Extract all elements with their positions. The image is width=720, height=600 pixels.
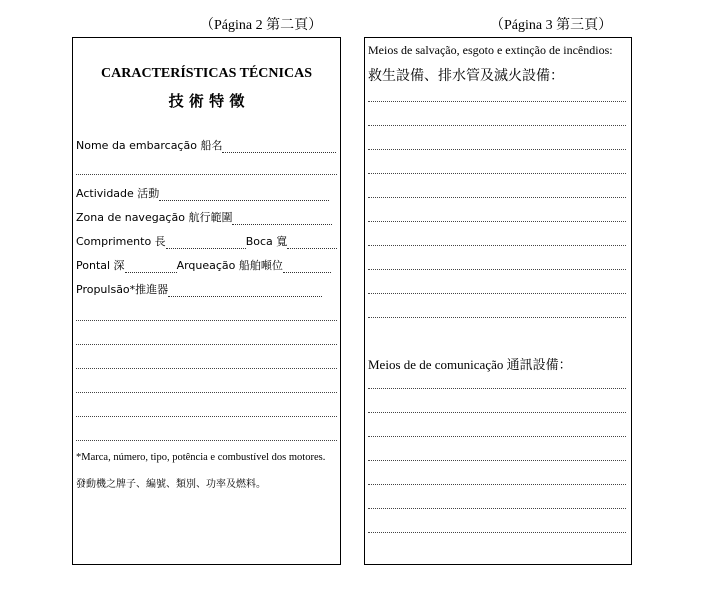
blank-line xyxy=(76,368,337,369)
page-3-panel xyxy=(364,37,632,565)
safety-equipment-heading-chinese: 救生設備、排水管及滅火設備： xyxy=(368,68,564,84)
blank-line[interactable] xyxy=(368,221,626,222)
blank-line xyxy=(76,344,337,345)
blank-line xyxy=(76,392,337,393)
length-label: Comprimento 長 xyxy=(76,235,166,248)
blank-line[interactable] xyxy=(368,197,626,198)
page-3-label: （Página 3 第三頁） xyxy=(490,18,613,33)
blank-line[interactable] xyxy=(368,484,626,485)
blank-line[interactable] xyxy=(368,101,626,102)
navigation-zone-field[interactable] xyxy=(76,210,337,225)
blank-line[interactable] xyxy=(368,293,626,294)
blank-line[interactable] xyxy=(368,149,626,150)
blank-line xyxy=(76,320,337,321)
activity-label: Actividade 活動 xyxy=(76,187,160,200)
title-portuguese: CARACTERÍSTICAS TÉCNICAS xyxy=(101,66,312,81)
blank-line[interactable] xyxy=(368,245,626,246)
blank-line[interactable] xyxy=(368,508,626,509)
depth-label: Pontal 深 xyxy=(76,259,125,272)
blank-line[interactable] xyxy=(368,460,626,461)
blank-line[interactable] xyxy=(368,412,626,413)
title-chinese: 技 術 特 徵 xyxy=(168,92,245,110)
blank-line[interactable] xyxy=(368,317,626,318)
beam-label: Boca 寬 xyxy=(245,235,288,248)
blank-line xyxy=(76,174,337,175)
blank-line[interactable] xyxy=(368,436,626,437)
blank-line[interactable] xyxy=(368,532,626,533)
propulsion-field[interactable] xyxy=(76,282,337,297)
navigation-zone-label: Zona de navegação 航行範圍 xyxy=(76,211,233,224)
depth-tonnage-field[interactable] xyxy=(76,258,337,273)
blank-line[interactable] xyxy=(368,173,626,174)
vessel-name-field[interactable] xyxy=(76,138,337,153)
blank-line xyxy=(76,440,337,441)
blank-line xyxy=(76,416,337,417)
communication-heading: Meios de de comunicação 通訊設備： xyxy=(368,357,572,372)
safety-equipment-heading-portuguese: Meios de salvação, esgoto e extinção de incêndios: xyxy=(368,43,613,57)
footnote-portuguese: *Marca, número, tipo, potência e combustível dos motores. xyxy=(76,452,326,463)
page-2-panel xyxy=(72,37,341,565)
vessel-name-label: Nome da embarcação 船名 xyxy=(76,139,223,152)
blank-line[interactable] xyxy=(368,388,626,389)
activity-field[interactable] xyxy=(76,186,337,201)
footnote-chinese: 發動機之牌子、編號、類別、功率及燃料。 xyxy=(76,479,266,490)
page-2-label: （Página 2 第二頁） xyxy=(200,18,323,33)
propulsion-label: Propulsão*推進器 xyxy=(76,283,169,296)
blank-line[interactable] xyxy=(368,269,626,270)
tonnage-label: Arqueação 船舶噸位 xyxy=(176,259,283,272)
blank-line[interactable] xyxy=(368,125,626,126)
length-beam-field[interactable] xyxy=(76,234,337,249)
